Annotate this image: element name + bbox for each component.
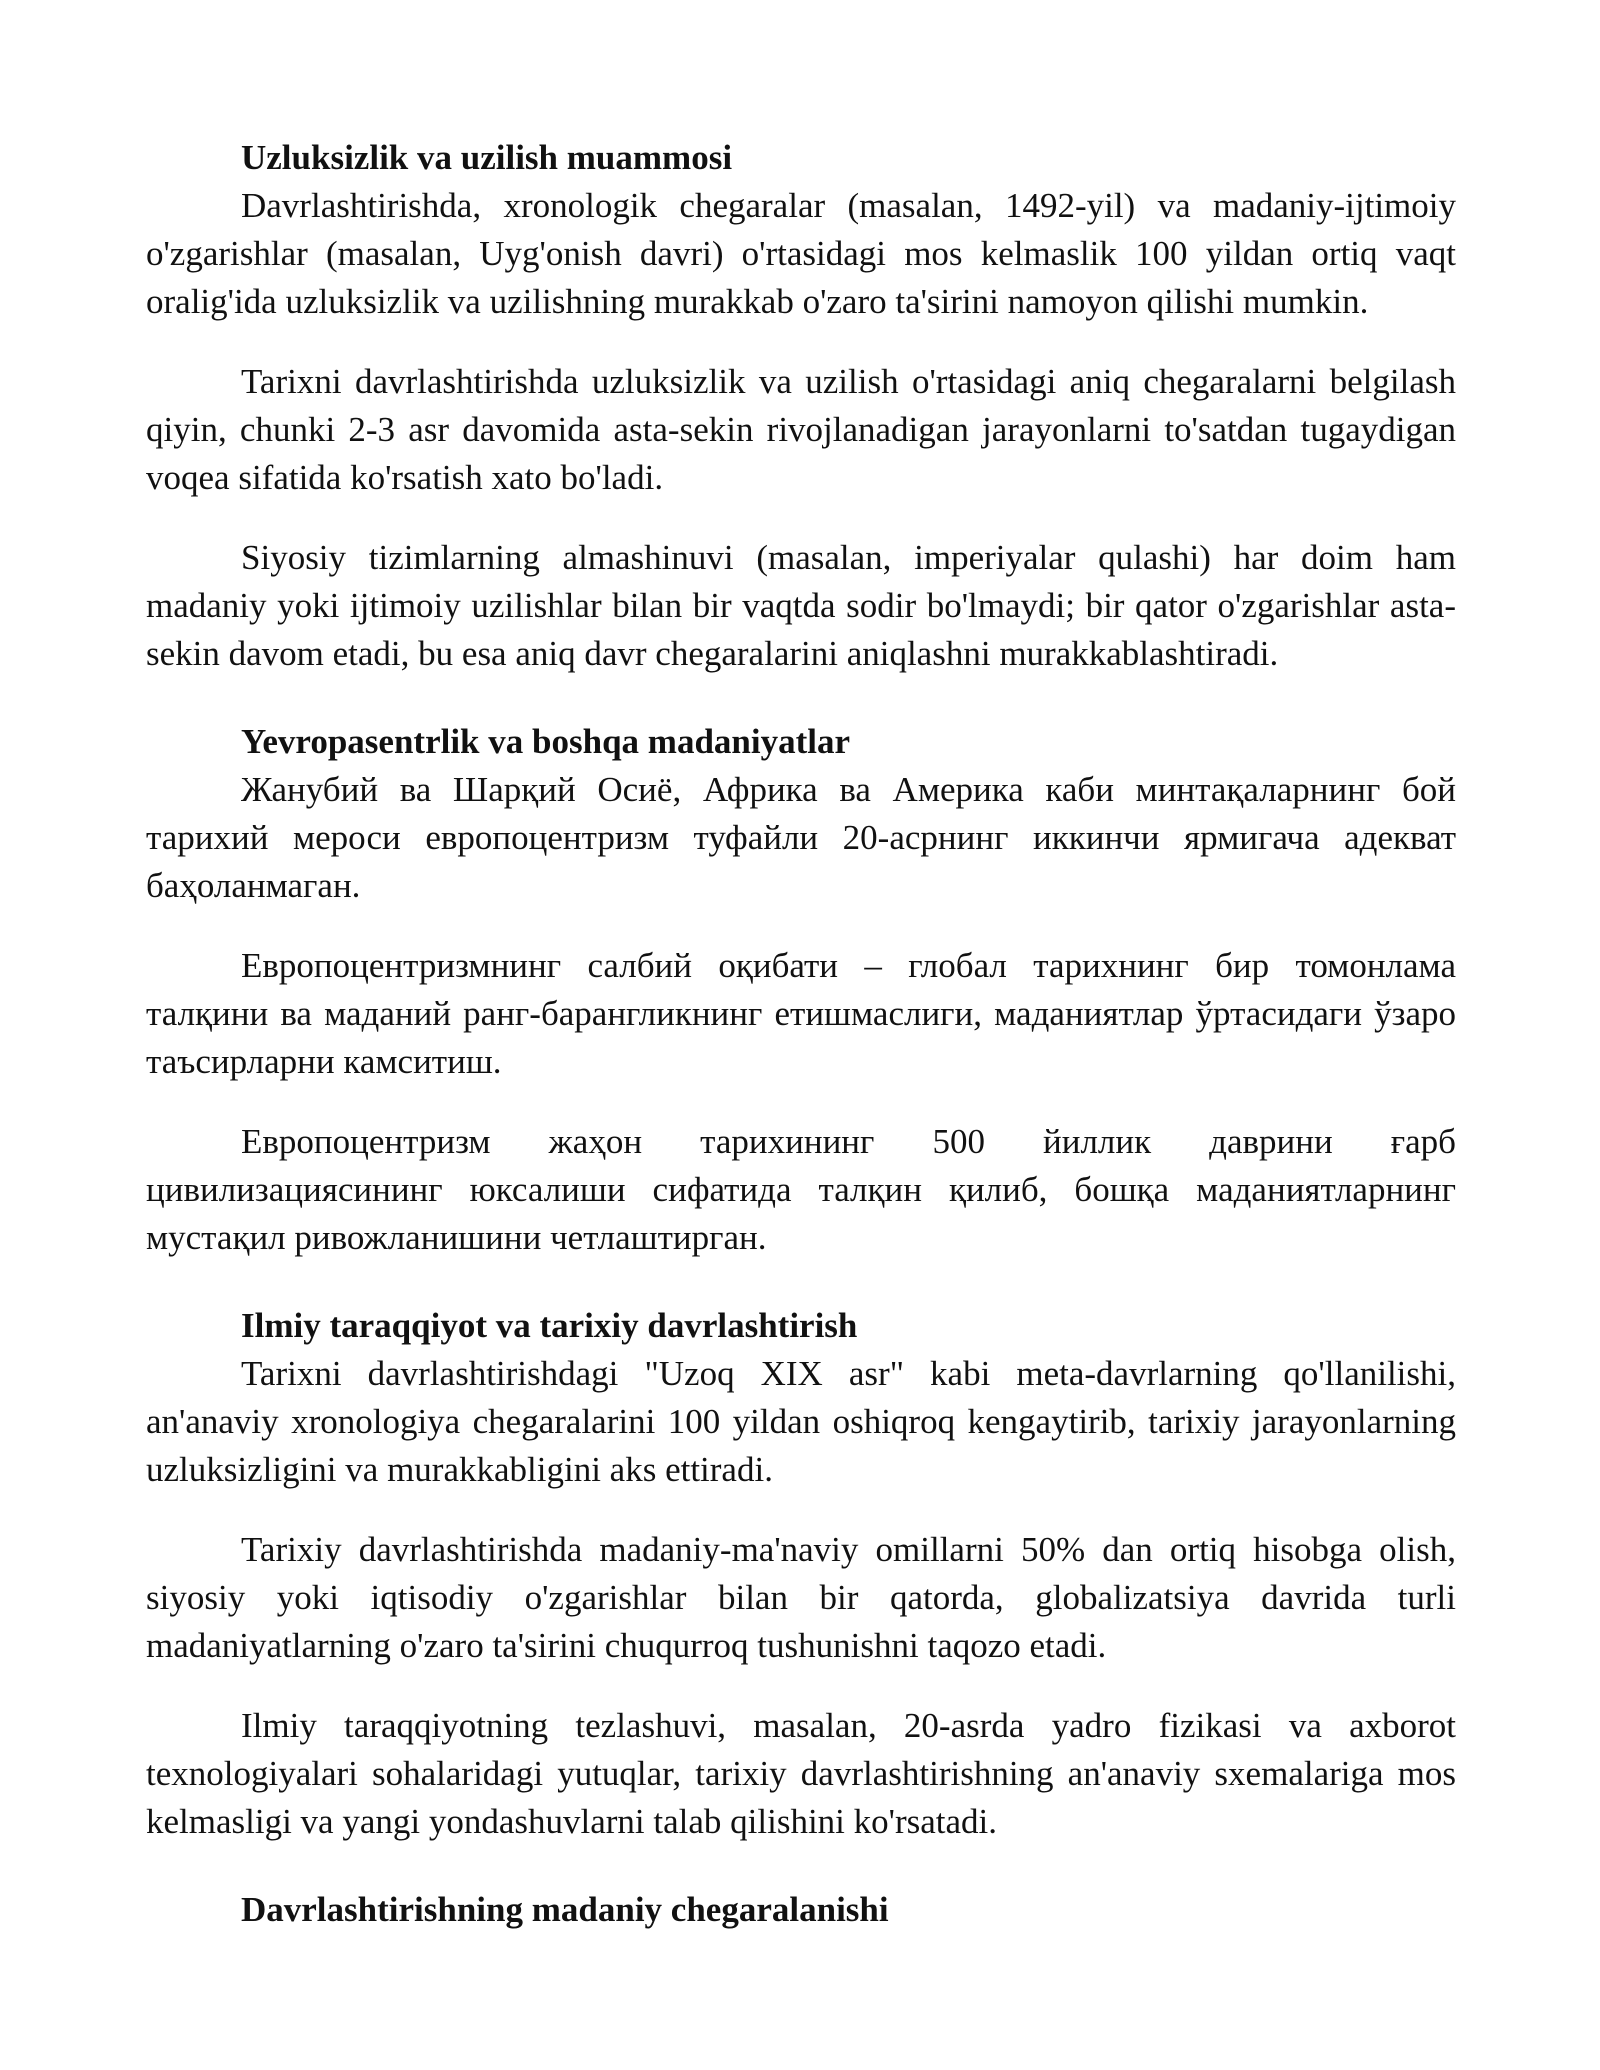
section-cultural-limits: [146, 1886, 1456, 1934]
section-title: Uzluksizlik va uzilish muammosi: [241, 138, 733, 177]
paragraph: Европоцентризмнинг салбий оқибати – глобал тарихнинг бир томонлама талқини ва маданий ранг-барангликнинг етишмаслиги, маданиятлар ўртасидаги ўзаро таъсирларни камситиш.: [146, 946, 1456, 1081]
section-continuity: [146, 134, 1456, 678]
section-title: Yevropasentrlik va boshqa madaniyatlar: [241, 722, 851, 761]
paragraph: Tarixiy davrlashtirishda madaniy-ma'naviy omillarni 50% dan ortiq hisobga olish, siyosiy yoki iqtisodiy o'zgarishlar bilan bir qatorda, globalizatsiya davrida turli madaniyatlarning o'zaro ta'sirini chuqurroq tushunishni taqozo etadi.: [146, 1530, 1456, 1665]
section-title: Davrlashtirishning madaniy chegaralanishi: [241, 1890, 889, 1929]
paragraph: Tarixni davrlashtirishdagi "Uzoq XIX asr" kabi meta-davrlarning qo'llanilishi, an'anaviy xronologiya chegaralarini 100 yildan oshiqroq kengaytirib, tarixiy jarayonlarning uzluksizligini va murakkabligini aks ettiradi.: [146, 1354, 1456, 1489]
paragraph: Жанубий ва Шарқий Осиё, Африка ва Америка каби минтақаларнинг бой тарихий мероси европоцентризм туфайли 20-асрнинг иккинчи ярмигача адекват баҳоланмаган.: [146, 770, 1456, 905]
document-page: [146, 134, 1456, 1974]
section-title: Ilmiy taraqqiyot va tarixiy davrlashtirish: [241, 1306, 858, 1345]
paragraph: Davrlashtirishda, xronologik chegaralar (masalan, 1492-yil) va madaniy-ijtimoiy o'zgarishlar (masalan, Uyg'onish davri) o'rtasidagi mos kelmaslik 100 yildan ortiq vaqt oralig'ida uzluksizlik va uzilishning murakkab o'zaro ta'sirini namoyon qilishi mumkin.: [146, 186, 1456, 321]
paragraph: Европоцентризм жаҳон тарихининг 500 йиллик даврини ғарб цивилизациясининг юксалиши сифатида талқин қилиб, бошқа маданиятларнинг мустақил ривожланишини четлаштирган.: [146, 1122, 1456, 1257]
paragraph: Tarixni davrlashtirishda uzluksizlik va uzilish o'rtasidagi aniq chegaralarni belgilash qiyin, chunki 2-3 asr davomida asta-sekin rivojlanadigan jarayonlarni to'satdan tugaydigan voqea sifatida ko'rsatish xato bo'ladi.: [146, 362, 1456, 497]
section-eurocentrism: [146, 718, 1456, 1262]
paragraph: Siyosiy tizimlarning almashinuvi (masalan, imperiyalar qulashi) har doim ham madaniy yoki ijtimoiy uzilishlar bilan bir vaqtda sodir bo'lmaydi; bir qator o'zgarishlar asta-sekin davom etadi, bu esa aniq davr chegaralarini aniqlashni murakkablashtiradi.: [146, 538, 1456, 673]
paragraph: Ilmiy taraqqiyotning tezlashuvi, masalan, 20-asrda yadro fizikasi va axborot texnologiyalari sohalaridagi yutuqlar, tarixiy davrlashtirishning an'anaviy sxemalariga mos kelmasligi va yangi yondashuvlarni talab qilishini ko'rsatadi.: [146, 1706, 1456, 1841]
section-scientific-progress: [146, 1302, 1456, 1846]
